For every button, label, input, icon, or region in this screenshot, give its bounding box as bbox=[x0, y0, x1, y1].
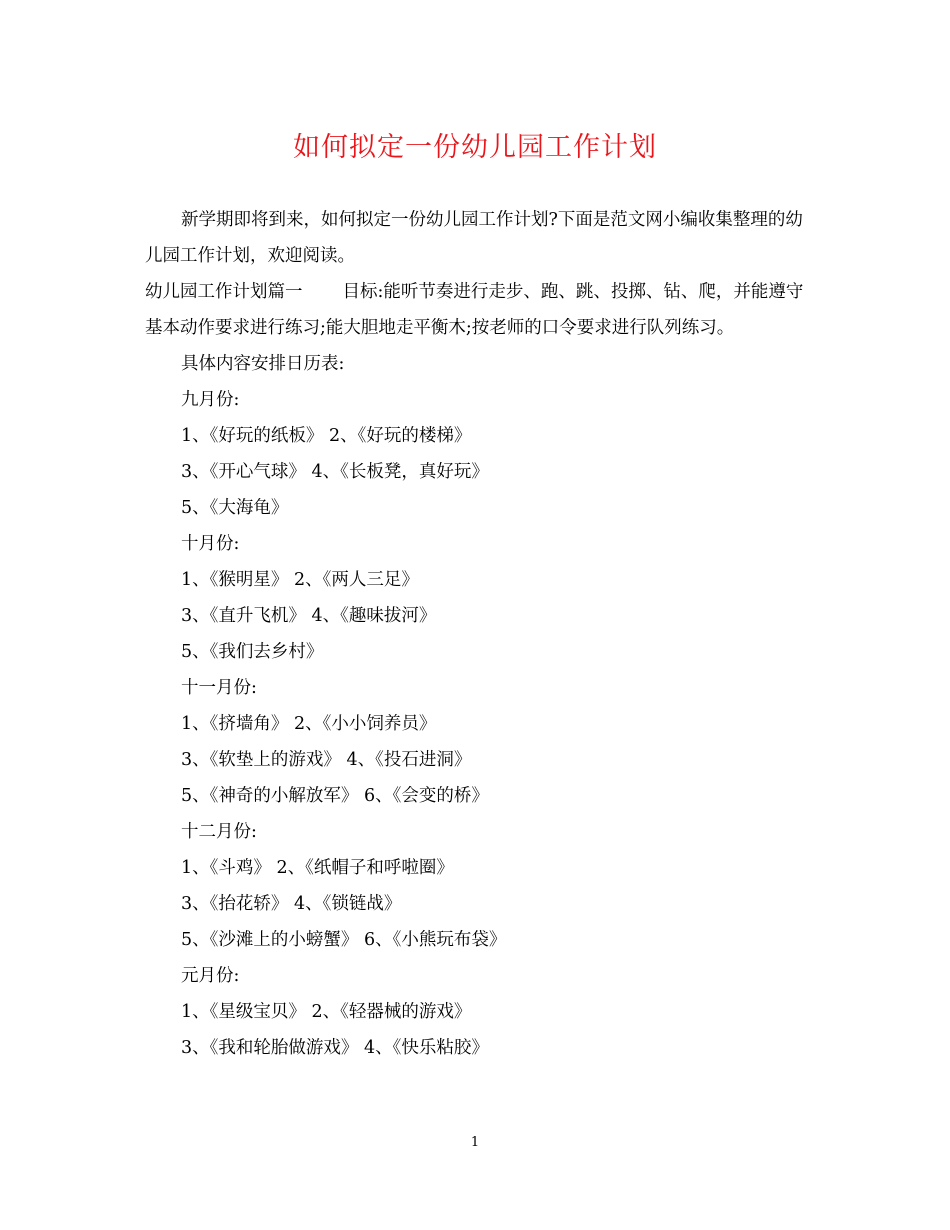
month-heading: 元月份: bbox=[181, 966, 240, 986]
activity-line: 1、《星级宝贝》 2、《轻器械的游戏》 bbox=[181, 1002, 472, 1022]
schedule-heading: 具体内容安排日历表: bbox=[181, 354, 345, 374]
activity-line: 5、《神奇的小解放军》 6、《会变的桥》 bbox=[181, 786, 489, 806]
plan-heading: 幼儿园工作计划篇一 bbox=[145, 282, 303, 302]
month-heading: 十一月份: bbox=[181, 678, 257, 698]
plan-goal: 目标:能听节奏进行走步、跑、跳、投掷、钻、爬，并能遵守基本动作要求进行练习;能大胆地走平衡木;按老师的口令要求进行队列练习。 bbox=[145, 282, 804, 338]
activity-line: 3、《直升飞机》 4、《趣味拔河》 bbox=[181, 606, 437, 626]
activity-line: 5、《沙滩上的小螃蟹》 6、《小熊玩布袋》 bbox=[181, 930, 507, 950]
intro-paragraph: 新学期即将到来，如何拟定一份幼儿园工作计划?下面是范文网小编收集整理的幼儿园工作计划，欢迎阅读。 bbox=[145, 210, 803, 266]
month-heading: 十二月份: bbox=[181, 822, 257, 842]
month-heading: 九月份: bbox=[181, 390, 240, 410]
activity-line: 1、《挤墙角》 2、《小小饲养员》 bbox=[181, 714, 437, 734]
activity-line: 5、《我们去乡村》 bbox=[181, 642, 324, 662]
activity-line: 1、《好玩的纸板》 2、《好玩的楼梯》 bbox=[181, 426, 472, 446]
activity-line: 3、《抬花轿》 4、《锁链战》 bbox=[181, 894, 402, 914]
activity-line: 1、《猴明星》 2、《两人三足》 bbox=[181, 570, 419, 590]
activity-line: 3、《我和轮胎做游戏》 4、《快乐粘胶》 bbox=[181, 1038, 489, 1058]
activity-line: 5、《大海龟》 bbox=[181, 498, 289, 518]
activity-line: 1、《斗鸡》 2、《纸帽子和呼啦圈》 bbox=[181, 858, 454, 878]
activity-line: 3、《开心气球》 4、《长板凳，真好玩》 bbox=[181, 462, 489, 482]
activity-line: 3、《软垫上的游戏》 4、《投石进洞》 bbox=[181, 750, 472, 770]
page-number: 1 bbox=[470, 1135, 480, 1150]
plan-paragraph bbox=[145, 274, 813, 346]
month-heading: 十月份: bbox=[181, 534, 240, 554]
document-title: 如何拟定一份幼儿园工作计划 bbox=[293, 132, 657, 163]
document-body bbox=[145, 202, 813, 1066]
